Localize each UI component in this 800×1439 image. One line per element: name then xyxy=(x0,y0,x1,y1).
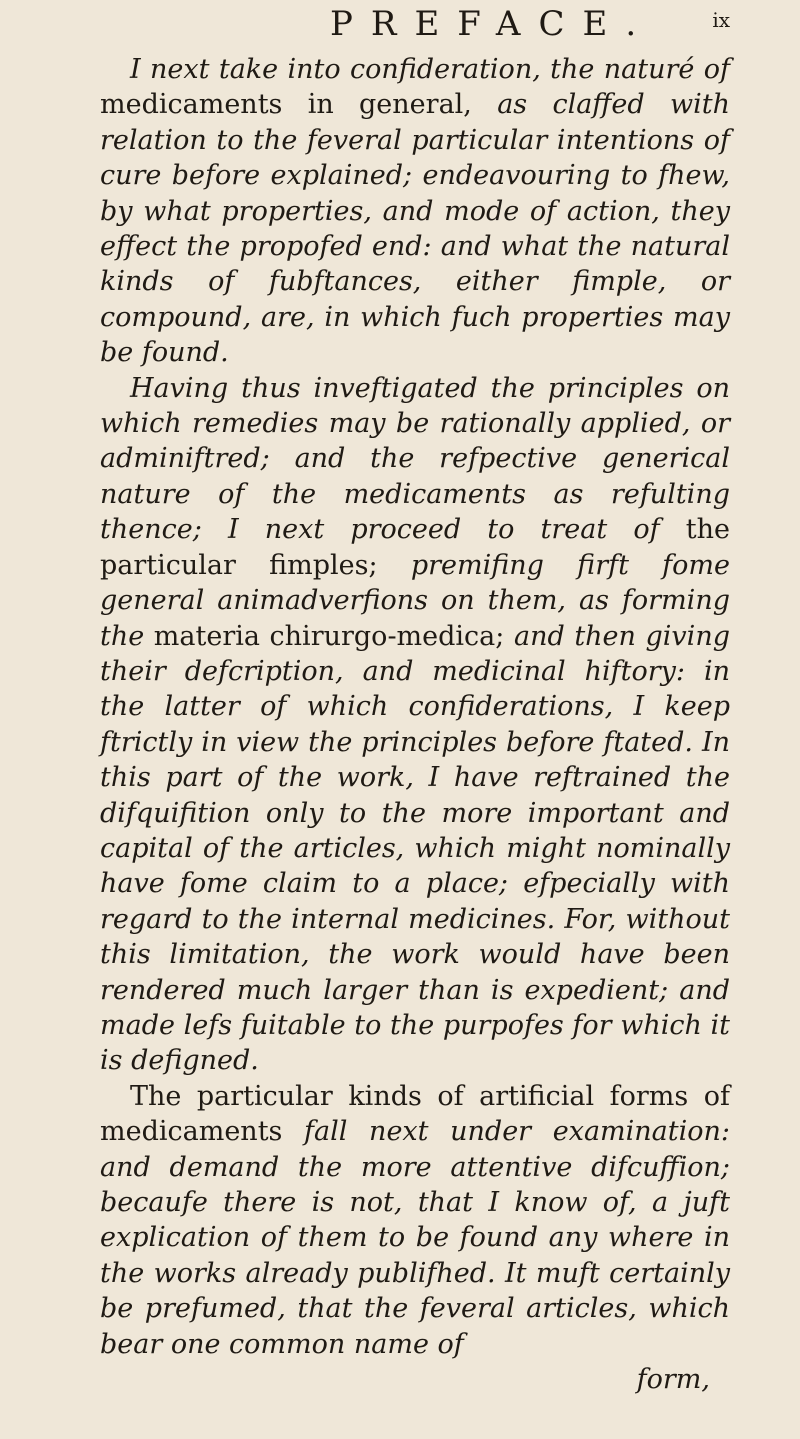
text-run: fall next under examination: and demand the more attentive difcuffion; becaufe there is not, that I know of, a juft explication of them to be found any where in the works already publifhed. It muft certainly be prefumed, that the feveral articles, which bear one common name of xyxy=(100,1116,730,1360)
text-run: as claffed with relation to the feveral particular intentions of cure before explained; endeavouring to fhew, by what properties, and mode of action, they effect the propofed end: and what the natural kinds of fubftances, either fimple, or compound, are, in which fuch properties may be found. xyxy=(100,89,730,369)
text-run: I next take into confideration, the naturé of xyxy=(130,54,730,85)
text-run: The particular kinds of artificial forms of medicaments xyxy=(100,1080,730,1148)
text-run: premifing firft fome general animadverfions on them, as forming the xyxy=(100,549,730,652)
text-run: the particular fimples; xyxy=(100,514,730,581)
paragraph-1 xyxy=(100,52,730,371)
text-run: materia chirurgo-medica; xyxy=(144,620,514,652)
running-header xyxy=(100,0,730,52)
body-text xyxy=(100,52,730,1362)
catchword: form, xyxy=(636,1364,710,1396)
text-run: Having thus inveftigated the principles on which remedies may be rationally applied, or adminiftred; and the refpective generical nature of the medicaments as refulting thence; I next proceed to treat of xyxy=(100,372,730,546)
text-run: and then giving their defcription, and medicinal hiftory: in the latter of which confiderations, I keep ftrictly in view the principles before ftated. In this part of the work, I have reftrained the difquifition only to the more important and capital of the articles, which might nominally have fome claim to a place; efpecially with regard to the internal medicines. For, without this limitation, the work would have been rendered much larger than is expedient; and made lefs fuitable to the purpofes for which it is defigned. xyxy=(100,620,730,1077)
text-run: medicaments in general, xyxy=(100,89,498,121)
page-number: ix xyxy=(712,8,730,32)
paragraph-3 xyxy=(100,1079,730,1362)
paragraph-2 xyxy=(100,371,730,1079)
running-title: PREFACE. xyxy=(330,4,655,44)
